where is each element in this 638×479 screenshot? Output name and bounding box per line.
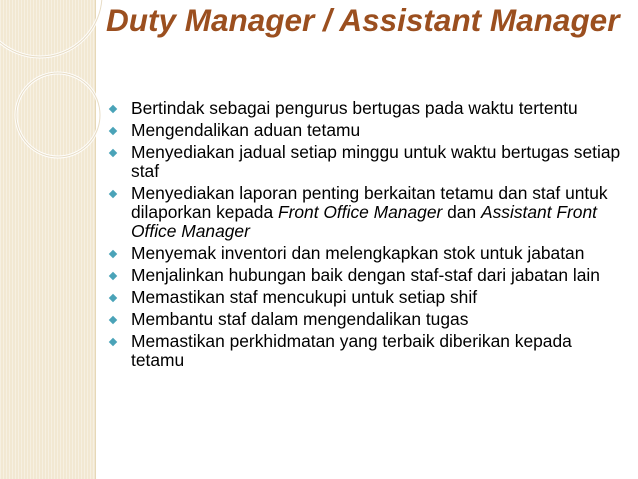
bullet-text: Memastikan perkhidmatan yang terbaik diberikan kepada tetamu (131, 331, 572, 370)
bullet-item-7 (106, 288, 621, 307)
bullet-text: Membantu staf dalam mengendalikan tugas (131, 309, 469, 329)
diamond-bullet-icon (108, 249, 118, 259)
diamond-bullet-icon (108, 315, 118, 325)
slide-title: Duty Manager / Assistant Manager (106, 2, 620, 38)
bullet-text: Menjalinkan hubungan baik dengan staf-staf dari jabatan lain (131, 265, 600, 285)
bullet-text-part: Menyediakan laporan penting berkaitan tetamu dan staf untuk dilaporkan kepada (131, 183, 608, 222)
bullet-item-9 (106, 332, 621, 370)
bullet-item-5 (106, 244, 621, 263)
bullet-text: Mengendalikan aduan tetamu (131, 120, 361, 140)
bullet-item-3 (106, 143, 621, 181)
diamond-bullet-icon (108, 126, 118, 136)
bullet-item-8 (106, 310, 621, 329)
bullet-text: Menyediakan jadual setiap minggu untuk waktu bertugas setiap staf (131, 142, 621, 181)
diamond-bullet-icon (108, 189, 118, 199)
bullet-item-1 (106, 99, 621, 118)
bullet-item-4 (106, 184, 621, 241)
assistant-front-office-manager-term: Assistant Front Office Manager (131, 202, 597, 241)
diamond-bullet-icon (108, 104, 118, 114)
bullet-item-6 (106, 266, 621, 285)
bullet-list (106, 99, 621, 373)
bullet-text-part: dan (442, 202, 481, 222)
diamond-bullet-icon (108, 148, 118, 158)
front-office-manager-term: Front Office Manager (277, 202, 443, 222)
diamond-bullet-icon (108, 271, 118, 281)
bullet-item-2 (106, 121, 621, 140)
bullet-text: Menyemak inventori dan melengkapkan stok untuk jabatan (131, 243, 585, 263)
diamond-bullet-icon (108, 337, 118, 347)
bullet-text: Memastikan staf mencukupi untuk setiap shif (131, 287, 478, 307)
diamond-bullet-icon (108, 293, 118, 303)
bullet-text (131, 184, 621, 241)
bullet-text: Bertindak sebagai pengurus bertugas pada waktu tertentu (131, 98, 578, 118)
